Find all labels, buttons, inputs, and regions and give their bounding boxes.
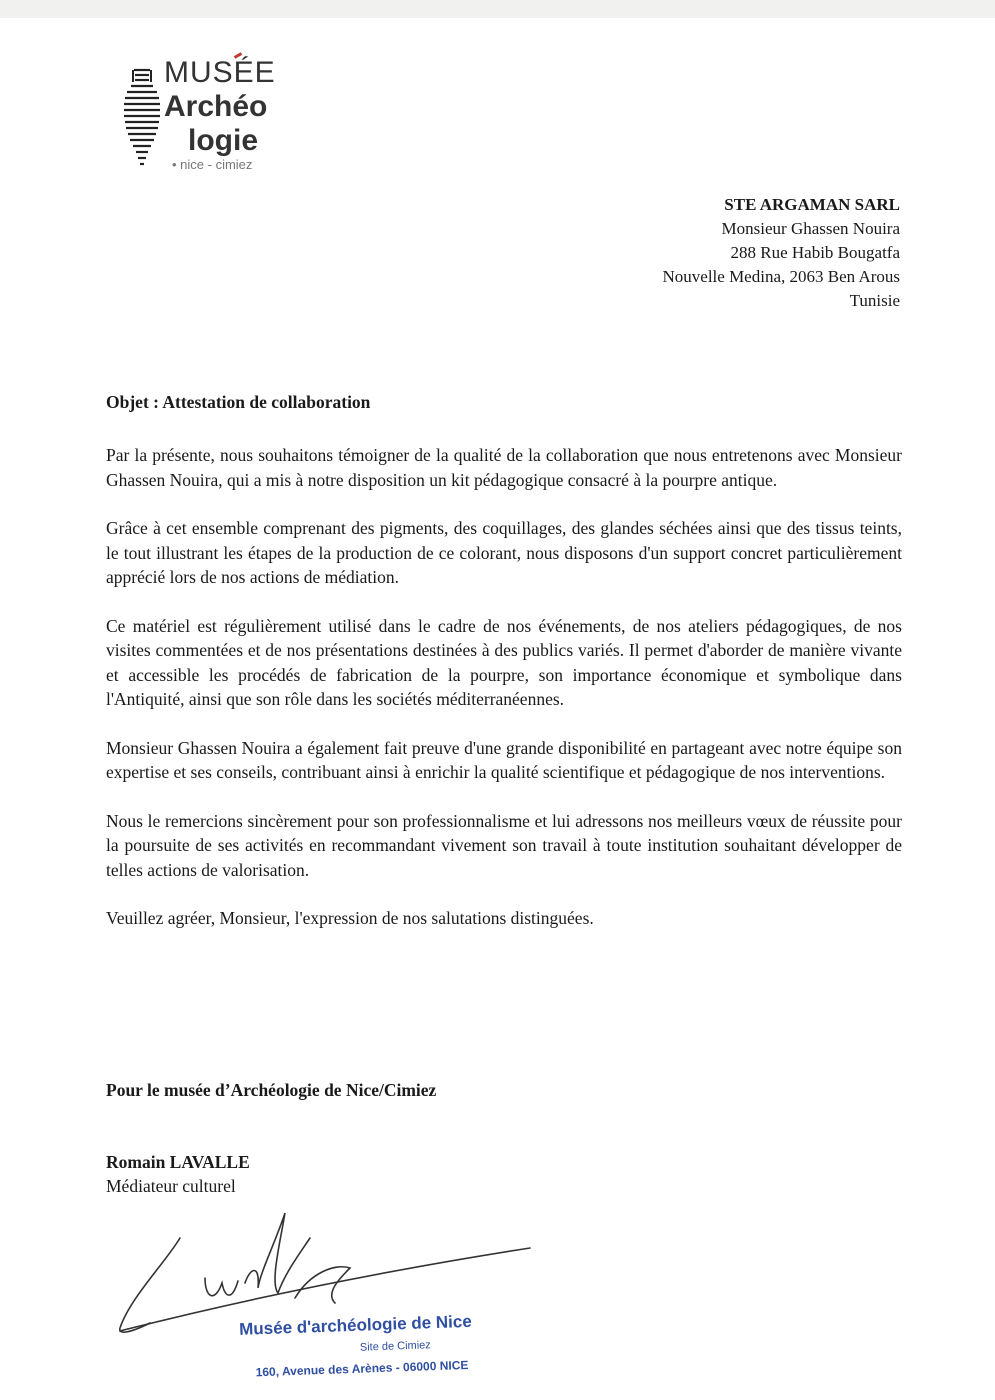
closing-organization: Pour le musée d’Archéologie de Nice/Cimiez (106, 1080, 437, 1100)
signer-title: Médiateur culturel (106, 1176, 236, 1196)
signer-name: Romain LAVALLE (106, 1152, 250, 1172)
recipient-name: Monsieur Ghassen Nouira (721, 219, 900, 238)
logo-line-musee: MUSÉE (164, 56, 276, 89)
recipient-city: Nouvelle Medina, 2063 Ben Arous (662, 267, 900, 286)
recipient-address (663, 193, 901, 313)
logo-line-archeo: Archéo (164, 90, 268, 123)
museum-stamp (230, 1300, 530, 1400)
body-paragraph: Grâce à cet ensemble comprenant des pigments, des coquillages, des glandes séchées ainsi que des tissus teints, le tout illustrant les étapes de la production de ce colorant, nous disposons d'un support concret particulièrement apprécié lors de nos actions de médiation. (106, 518, 902, 587)
stamp-line-site: Site de Cimiez (359, 1339, 431, 1354)
body-paragraph: Veuillez agréer, Monsieur, l'expression de nos salutations distinguées. (106, 908, 594, 928)
stamp-line-museum: Musée d'archéologie de Nice (238, 1311, 473, 1339)
recipient-company: STE ARGAMAN SARL (724, 195, 900, 214)
letter-subject: Objet : Attestation de collaboration (106, 392, 371, 412)
amphora-icon (122, 66, 162, 186)
body-paragraph: Par la présente, nous souhaitons témoigner de la qualité de la collaboration que nous entretenons avec Monsieur Ghassen Nouira, qui a mis à notre disposition un kit pédagogique consacré à la pourpre antique. (106, 445, 902, 490)
logo-wordmark (164, 58, 276, 171)
logo-line-nice-cimiez: • nice - cimiez (172, 157, 253, 172)
body-paragraph: Ce matériel est régulièrement utilisé dans le cadre de nos événements, de nos ateliers pédagogiques, de nos visites commentées et de nos présentations destinées à des publics variés. Il permet d'aborder de manière vivante et accessible les procédés de fabrication de la pourpre, son importance économique et symbolique dans l'Antiquité, ainsi que son rôle dans les sociétés méditerranéennes. (106, 615, 902, 709)
body-paragraph: Monsieur Ghassen Nouira a également fait preuve d'une grande disponibilité en partageant avec notre équipe son expertise et ses conseils, contribuant ainsi à enrichir la qualité scientifique et pédagogique de nos interventions. (106, 737, 902, 782)
stamp-line-address: 160, Avenue des Arènes - 06000 NICE (255, 1357, 469, 1380)
logo-line-logie: logie (188, 124, 259, 157)
letter-body (106, 443, 902, 955)
recipient-street: 288 Rue Habib Bougatfa (730, 243, 900, 262)
letter-page (0, 18, 995, 1400)
museum-logo (122, 58, 292, 188)
body-paragraph: Nous le remercions sincèrement pour son professionnalisme et lui adressons nos meilleurs vœux de réussite pour la poursuite de ses activités en recommandant vivement son travail à toute institution souhaitant développer de telles actions de valorisation. (106, 810, 902, 880)
recipient-country: Tunisie (849, 291, 900, 310)
